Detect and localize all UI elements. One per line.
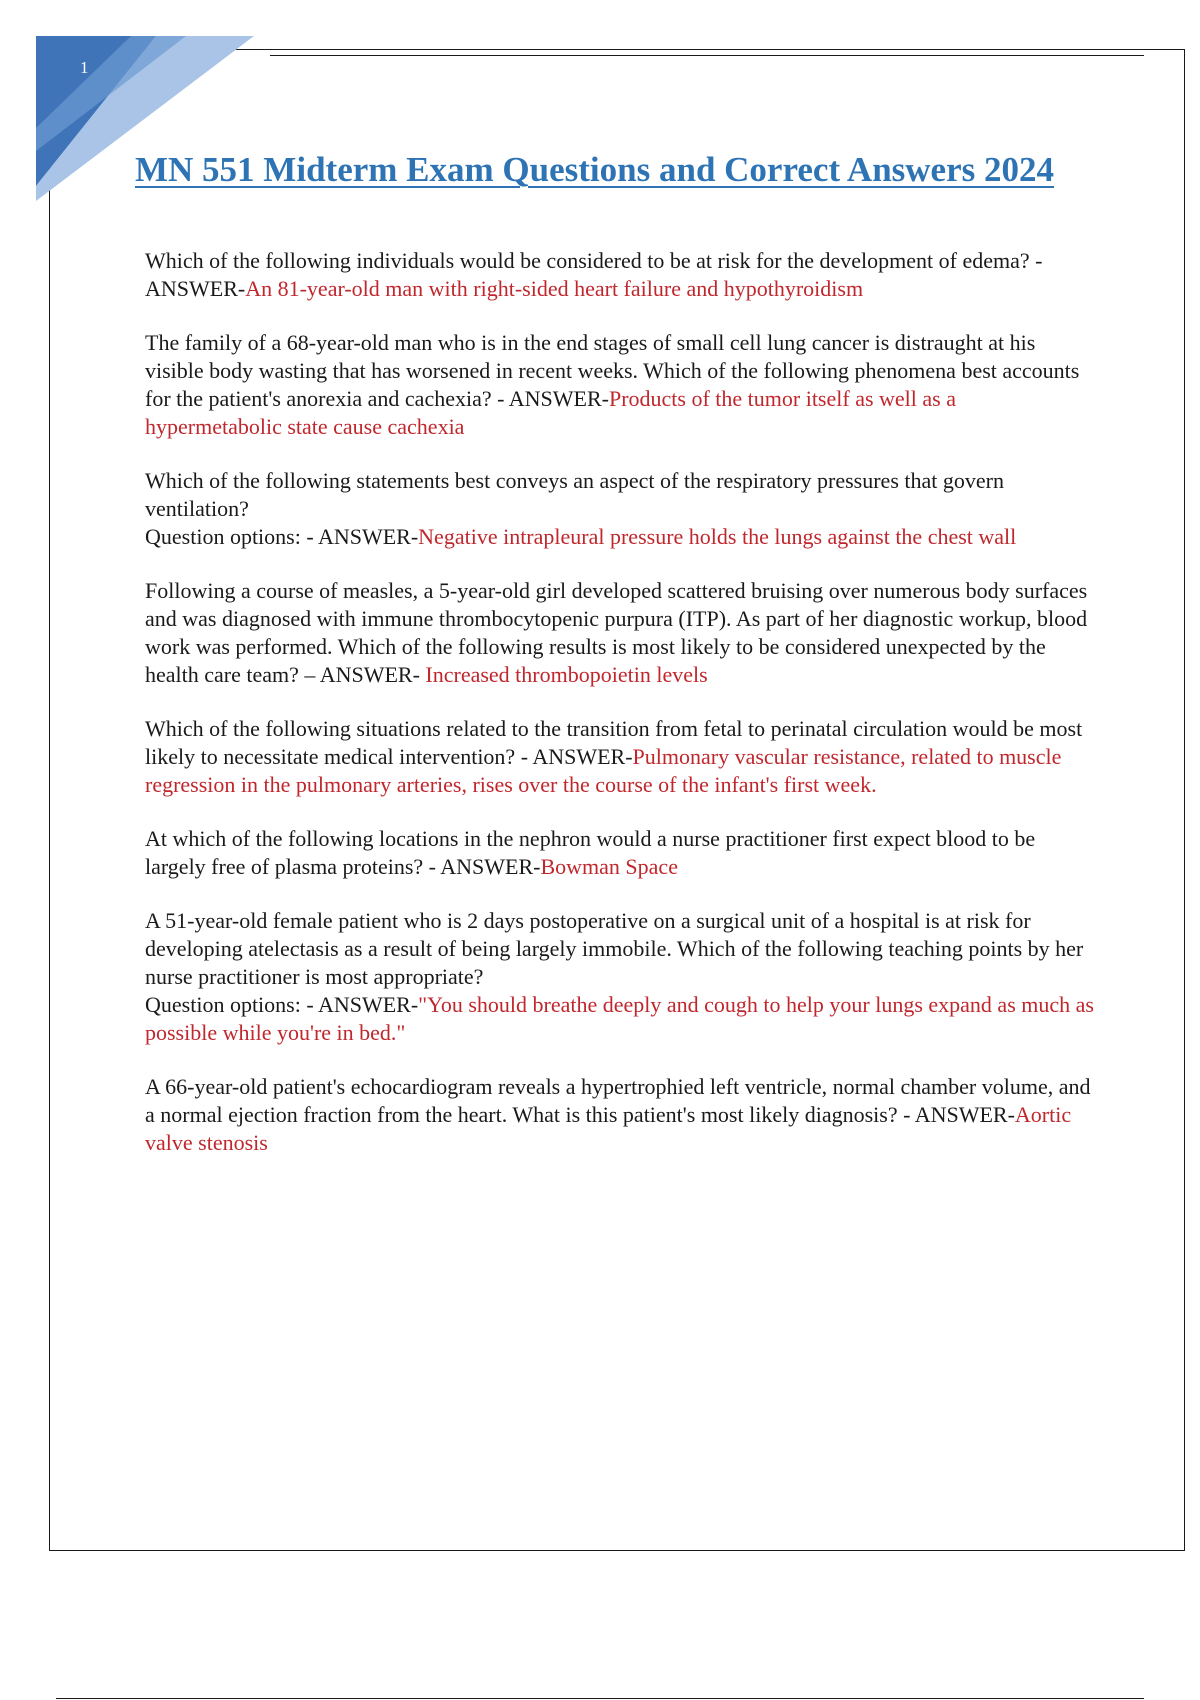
answer-text: An 81-year-old man with right-sided heart failure and hypothyroidism xyxy=(245,276,864,301)
question-text: The family of a 68-year-old man who is in the end stages of small cell lung cancer is distraught at his visible body wasting that has worsened in recent weeks. Which of the following phenomena best accounts for the patient's anorexia and cachexia? xyxy=(145,330,1080,411)
qa-list xyxy=(145,247,1095,1183)
answer-label: - ANSWER- xyxy=(897,1102,1015,1127)
answer-label: - ANSWER- xyxy=(423,854,541,879)
page-number: 1 xyxy=(80,58,89,77)
document-title: MN 551 Midterm Exam Questions and Correct Answers 2024 xyxy=(135,150,1054,189)
answer-label: - ANSWER- xyxy=(300,524,419,549)
qa-item xyxy=(145,247,1095,303)
footer-rule xyxy=(56,1698,1144,1699)
qa-item xyxy=(145,329,1095,441)
qa-item xyxy=(145,825,1095,881)
header-rule xyxy=(270,55,1144,56)
answer-text: Negative intrapleural pressure holds the lungs against the chest wall xyxy=(418,524,1017,549)
qa-item xyxy=(145,1073,1095,1157)
qa-item xyxy=(145,715,1095,799)
question-text: A 51-year-old female patient who is 2 days postoperative on a surgical unit of a hospital is at risk for developing atelectasis as a result of being largely immobile. Which of the following teaching points by her nurse practitioner is most appropriate? xyxy=(145,908,1084,989)
qa-item xyxy=(145,907,1095,1047)
question-text: Which of the following situations related to the transition from fetal to perinatal circulation would be most likely to necessitate medical intervention? xyxy=(145,716,1083,769)
question-text: Following a course of measles, a 5-year-old girl developed scattered bruising over numerous body surfaces and was diagnosed with immune thrombocytopenic purpura (ITP). As part of her diagnostic workup, blood work was performed. Which of the following results is most likely to be considered unexpected by the health care team? xyxy=(145,578,1088,687)
question-text: At which of the following locations in the nephron would a nurse practitioner first expect blood to be largely free of plasma proteins? xyxy=(145,826,1036,879)
answer-label: - ANSWER- xyxy=(145,248,1043,301)
question-text: Which of the following statements best conveys an aspect of the respiratory pressures that govern ventilation? xyxy=(145,468,1004,521)
answer-text: Pulmonary vascular resistance, related to muscle regression in the pulmonary arteries, rises over the course of the infant's first week. xyxy=(145,744,1062,797)
qa-item xyxy=(145,577,1095,689)
answer-text: "You should breathe deeply and cough to help your lungs expand as much as possible while you're in bed." xyxy=(145,992,1094,1045)
answer-label: - ANSWER- xyxy=(491,386,609,411)
answer-text: Increased thrombopoietin levels xyxy=(425,662,708,687)
answer-label: - ANSWER- xyxy=(300,992,419,1017)
qa-item xyxy=(145,467,1095,551)
question-text: Question options: xyxy=(145,992,301,1017)
question-text: Question options: xyxy=(145,524,301,549)
answer-text: Bowman Space xyxy=(540,854,678,879)
question-text: Which of the following individuals would be considered to be at risk for the development of edema? xyxy=(145,248,1030,273)
question-text: A 66-year-old patient's echocardiogram reveals a hypertrophied left ventricle, normal chamber volume, and a normal ejection fraction from the heart. What is this patient's most likely diagnosis? xyxy=(145,1074,1091,1127)
answer-label: - ANSWER- xyxy=(515,744,633,769)
answer-text: Aortic valve stenosis xyxy=(145,1102,1072,1155)
answer-text: Products of the tumor itself as well as a hypermetabolic state cause cachexia xyxy=(145,386,956,439)
answer-label: – ANSWER- xyxy=(298,662,426,687)
